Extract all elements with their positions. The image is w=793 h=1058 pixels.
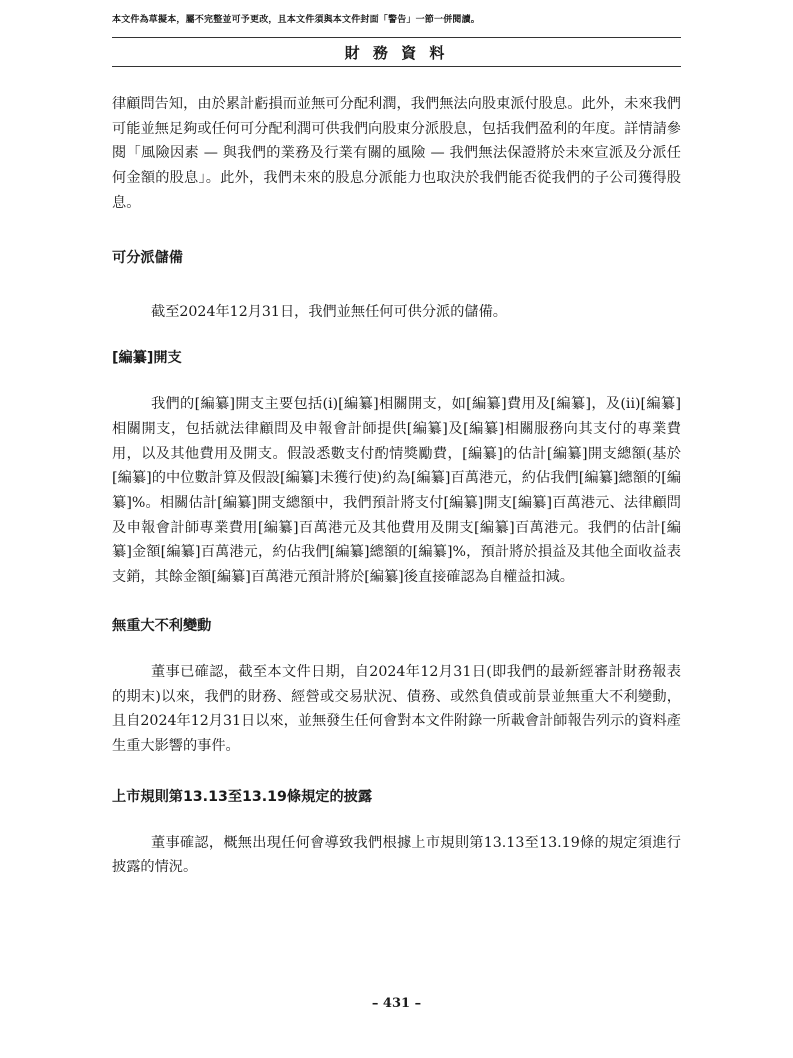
header-rule-bottom	[112, 66, 681, 67]
draft-notice: 本文件為草擬本，屬不完整並可予更改，且本文件須與本文件封面「警告」一節一併閱讀。	[112, 15, 481, 25]
paragraph-no-material-adverse-change: 董事已確認，截至本文件日期，自2024年12月31日(即我們的最新經審計財務報表的期末)以來，我們的財務、經營或交易狀況、債務、或然負債或前景並無重大不利變動，且自2024年12月31日以來，並無發生任何會對本文件附錄一所載會計師報告列示的資料產生重大影響的事件。	[112, 663, 681, 754]
paragraph-distributable-reserves: 截至2024年12月31日，我們並無任何可供分派的儲備。	[151, 303, 507, 320]
heading-listing-expenses: [編纂]開支	[112, 350, 182, 367]
paragraph-listing-expenses: 我們的[編纂]開支主要包括(i)[編纂]相關開支，如[編纂]費用及[編纂]，及(ii)[編纂]相關開支，包括就法律顧問及申報會計師提供[編纂]及[編纂]相關服務向其支付的專業費用，以及其他費用及開支。假設悉數支付酌情獎勵費，[編纂]的估計[編纂]開支總額(基於[編纂]的中位數計算及假設[編纂]未獲行使)約為[編纂]百萬港元，約佔我們[編纂]總額的[編纂]%。相關估計[編纂]開支總額中，我們預計將支付[編纂]開支[編纂]百萬港元、法律顧問及申報會計師專業費用[編纂]百萬港元及其他費用及開支[編纂]百萬港元。我們的估計[編纂]金額[編纂]百萬港元，約佔我們[編纂]總額的[編纂]%，預計將於損益及其他全面收益表支銷，其餘金額[編纂]百萬港元預計將於[編纂]後直接確認為自權益扣減。	[112, 396, 681, 586]
header-rule-top	[112, 37, 681, 38]
page-content	[112, 92, 681, 880]
heading-listing-rules-disclosure: 上市規則第13.13至13.19條規定的披露	[112, 788, 373, 805]
paragraph-intro: 律顧問告知，由於累計虧損而並無可分配利潤，我們無法向股東派付股息。此外，未來我們可能並無足夠或任何可分配利潤可供我們向股東分派股息，包括我們盈利的年度。詳情請參閱「風險因素 — 與我們的業務及行業有關的風險 — 我們無法保證將於未來宣派及分派任何金額的股息」。此外，我們未來的股息分派能力也取決於我們能否從我們的子公司獲得股息。	[112, 96, 681, 211]
heading-no-material-adverse-change: 無重大不利變動	[112, 617, 212, 634]
section-title: 財 務 資 料	[344, 44, 449, 62]
paragraph-listing-rules-disclosure: 董事確認，概無出現任何會導致我們根據上市規則第13.13至13.19條的規定須進行披露的情況。	[112, 834, 681, 876]
page-number: – 431 –	[371, 996, 422, 1011]
heading-distributable-reserves: 可分派儲備	[112, 249, 183, 266]
